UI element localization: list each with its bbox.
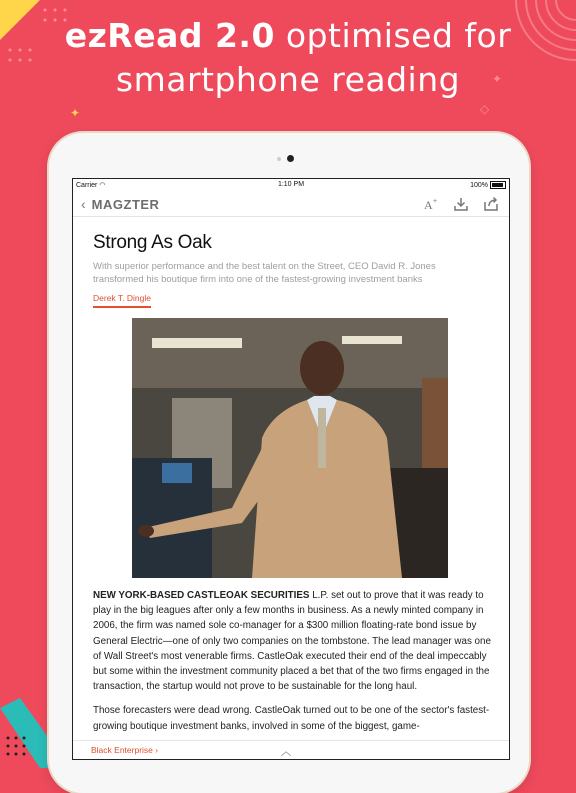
tablet-camera (287, 155, 294, 162)
article-paragraph: Those forecasters were dead wrong. CastleOak turned out to be one of the sector's fastest-growing boutique investment banks, involved in some of the biggest, game- (93, 705, 490, 732)
article-body (93, 588, 493, 743)
battery-icon (490, 181, 506, 189)
headline-rest: optimised for (274, 16, 512, 55)
article-lead: NEW YORK-BASED CASTLEOAK SECURITIES (93, 590, 310, 601)
app-screen (72, 178, 510, 760)
paragraph-text: L.P. set out to prove that it was ready to play in the big leagues after only a few months in business. As a newly minted company in 2006, the firm was named sole co-manager for a $300 million floating-rate bond issue by General Electric—one of only two companies on the tombstone. The lead manager was one of Wall Street's most venerable firms. CastleOak executed their end of the deal impeccably but some within the investment community placed a bet that of the two firms engaged in the transaction, the startup would not prove to be sustainable for the long haul. (93, 590, 491, 693)
back-button[interactable] (81, 196, 159, 212)
promo-headline (0, 14, 576, 102)
share-icon[interactable] (483, 196, 499, 212)
article-author[interactable]: Derek T. Dingle (93, 293, 151, 308)
svg-text:A: A (424, 198, 433, 212)
article-photo (132, 318, 448, 578)
back-chevron-icon: ‹ (81, 196, 86, 212)
status-time: 1:10 PM (277, 181, 305, 188)
sparkle-icon: ✦ (70, 106, 81, 120)
svg-text:+: + (433, 198, 438, 205)
wifi-icon: ◠ (99, 182, 106, 189)
headline-line2: smartphone reading (115, 60, 461, 99)
tablet-device (49, 133, 529, 793)
article (73, 232, 509, 308)
article-subtitle: With superior performance and the best talent on the Street, CEO David R. Jones transformed his boutique firm into one of the fastest-growing investment banks (93, 261, 436, 285)
publication-link[interactable]: Black Enterprise › (91, 745, 159, 755)
brand-logo: MAGZTER (91, 196, 160, 212)
scroll-up-chevron-icon[interactable]: ︿ (281, 747, 291, 758)
reader-footer (73, 740, 509, 759)
font-size-icon[interactable] (423, 196, 439, 212)
battery-status (470, 181, 506, 189)
nav-actions (423, 196, 499, 212)
article-paragraph (93, 588, 493, 694)
nav-bar (73, 192, 509, 217)
battery-percent: 100% (470, 181, 488, 189)
tablet-sensor (277, 157, 281, 161)
status-bar (73, 179, 509, 192)
sparkle-icon: ◇ (480, 102, 490, 116)
download-icon[interactable] (453, 196, 469, 212)
sparkle-icon: ✦ (492, 72, 503, 86)
carrier-label: Carrier ◠ (76, 182, 106, 189)
article-title: Strong As Oak (93, 232, 212, 253)
headline-bold: ezRead 2.0 (64, 16, 275, 55)
